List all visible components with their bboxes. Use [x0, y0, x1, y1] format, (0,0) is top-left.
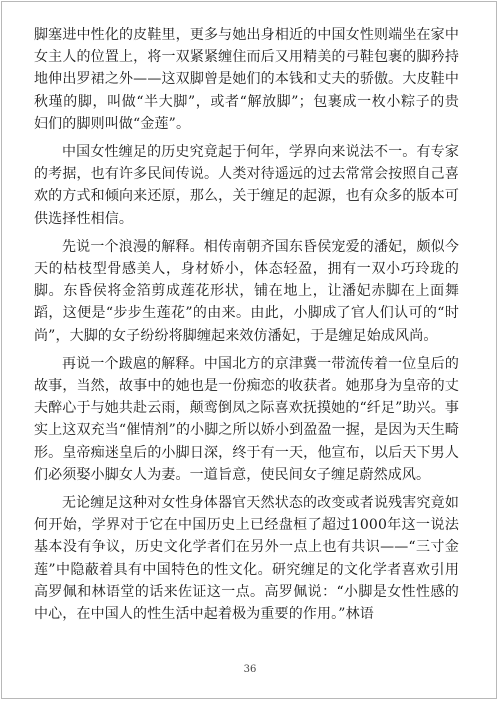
page-frame: [1, 1, 497, 699]
paragraph-1: 脚塞进中性化的皮鞋里，更多与她出身相近的中国女性则端坐在家中女主人的位置上，将一双紧紧缠住而后又用精美的弓鞋包裹的脚矜持地伸出罗裙之外——这双脚曾是她们的本钱和丈夫的骄傲。大皮鞋中秋瑾的脚，叫做“半大脚”，或者“解放脚”；包裹成一枚小粽子的贵妇们的脚则叫做“金莲”。: [34, 27, 459, 132]
body-text: [34, 24, 459, 625]
paragraph-4: 再说一个跋扈的解释。中国北方的京津冀一带流传着一位皇后的故事，当然，故事中的她也是一份痴恋的收获者。她那身为皇帝的丈夫醉心于与她共赴云雨，颠鸾倒凤之际喜欢抚摸她的“纤足”助兴。事实上这双充当“催情剂”的小脚之所以娇小到盈盈一握，是因为天生畸形。皇帝痴迷皇后的小脚日深，终于有一天，他宣布，以后天下男人们必须娶小脚女人为妻。一道旨意，使民间女子缠足蔚然成风。: [34, 355, 459, 483]
paragraph-3: 先说一个浪漫的解释。相传南朝齐国东昏侯宠爱的潘妃，颇似今天的枯枝型骨感美人，身材娇小，体态轻盈，拥有一双小巧玲珑的脚。东昏侯将金箔剪成莲花形状，铺在地上，让潘妃赤脚在上面舞蹈，这便是“步步生莲花”的由来。由此，小脚成了官人们认可的“时尚”，大脚的女子纷纷将脚缠起来效仿潘妃，于是缠足始成风尚。: [34, 238, 459, 344]
paragraph-5: 无论缠足这种对女性身体器官天然状态的改变或者说残害究竟如何开始，学界对于它在中国历史上已经盘桓了超过1000年这一说法基本没有争议，历史文化学者们在另外一点上也有共识——“三寸金莲”中隐蔽着具有中国特色的性文化。研究缠足的文化学者喜欢引用高罗佩和林语堂的话来佐证这一点。高罗佩说：“小脚是女性性感的中心，在中国人的性生活中起着极为重要的作用。”林语: [34, 495, 459, 623]
page-number: 36: [243, 664, 257, 675]
paragraph-2: 中国女性缠足的历史究竟起于何年，学界向来说法不一。有专家的考据，也有许多民间传说。人类对待遥远的过去常常会按照自己喜欢的方式和倾向来还原，那么，关于缠足的起源，也有众多的版本可供选择性相信。: [34, 144, 459, 227]
